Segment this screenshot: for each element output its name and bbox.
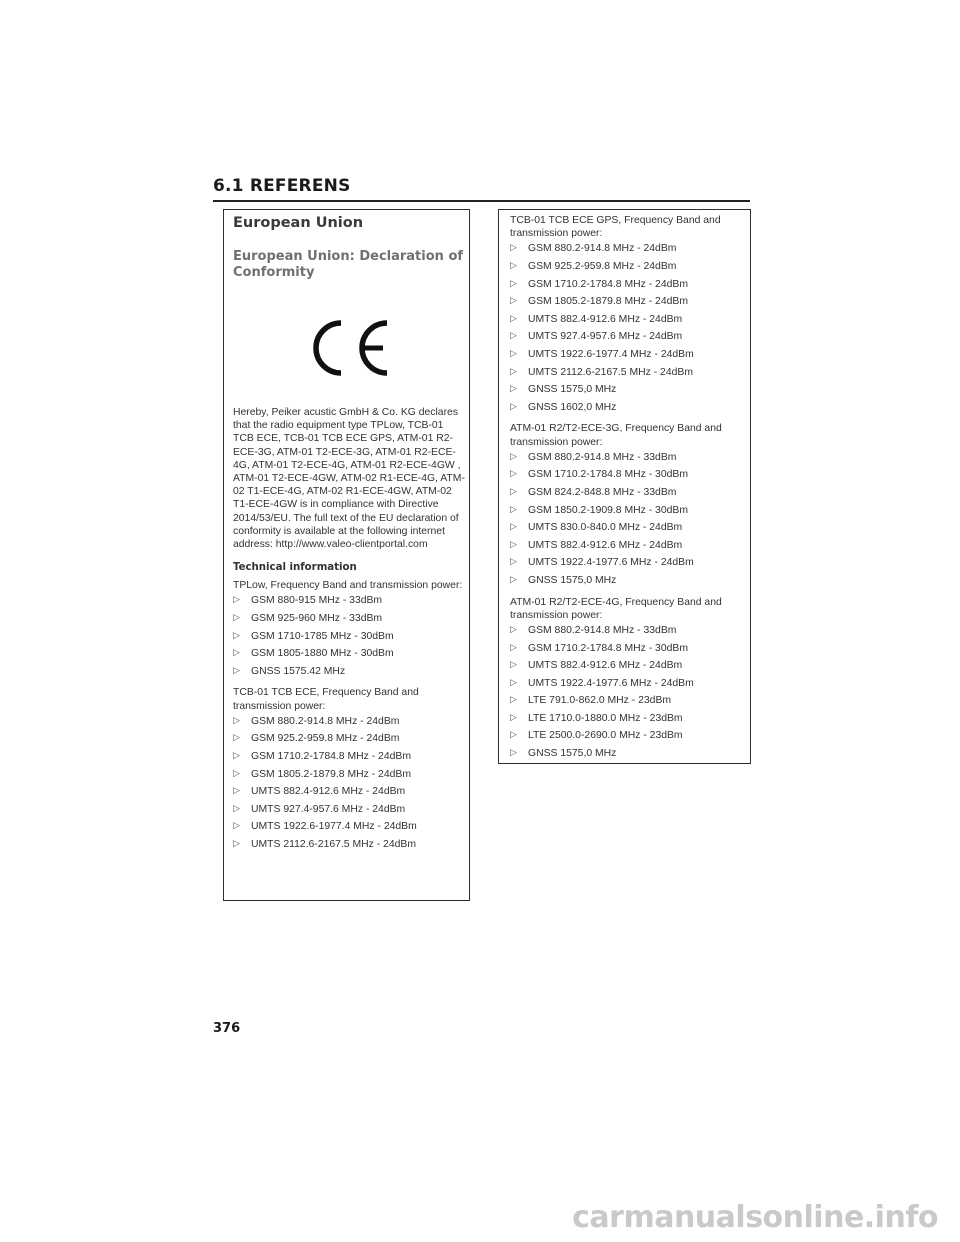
triangle-bullet-icon: ▷	[510, 296, 517, 307]
list-item	[510, 260, 746, 278]
frequency-item-text: GSM 1710.2-1784.8 MHz - 30dBm	[528, 642, 688, 654]
list-item	[510, 295, 746, 313]
triangle-bullet-icon: ▷	[510, 384, 517, 395]
triangle-bullet-icon: ▷	[510, 557, 517, 568]
triangle-bullet-icon: ▷	[510, 278, 517, 289]
list-item	[233, 665, 466, 683]
frequency-group-title: TPLow, Frequency Band and transmission power:	[233, 580, 463, 592]
list-item	[510, 486, 746, 504]
triangle-bullet-icon: ▷	[233, 648, 240, 659]
frequency-list	[510, 451, 746, 592]
list-item	[233, 750, 466, 768]
triangle-bullet-icon: ▷	[510, 730, 517, 741]
frequency-item-text: UMTS 882.4-912.6 MHz - 24dBm	[528, 660, 683, 672]
header-rule	[213, 200, 750, 202]
frequency-item-text: UMTS 927.4-957.6 MHz - 24dBm	[528, 331, 683, 343]
frequency-item-text: UMTS 882.4-912.6 MHz - 24dBm	[528, 539, 683, 551]
list-item	[510, 451, 746, 469]
list-item	[510, 642, 746, 660]
triangle-bullet-icon: ▷	[233, 665, 240, 676]
frequency-list	[233, 715, 466, 856]
list-item	[510, 383, 746, 401]
frequency-item-text: GSM 880.2-914.8 MHz - 33dBm	[528, 451, 677, 463]
eu-heading: European Union	[233, 215, 364, 231]
triangle-bullet-icon: ▷	[510, 522, 517, 533]
triangle-bullet-icon: ▷	[510, 677, 517, 688]
frequency-item-text: LTE 791.0-862.0 MHz - 23dBm	[528, 695, 672, 707]
frequency-item-text: GSM 1850.2-1909.8 MHz - 30dBm	[528, 504, 688, 516]
frequency-group-title: ATM-01 R2/T2-ECE-3G, Frequency Band and transmission power:	[510, 423, 722, 448]
triangle-bullet-icon: ▷	[233, 733, 240, 744]
list-item	[233, 768, 466, 786]
triangle-bullet-icon: ▷	[233, 838, 240, 849]
frequency-item-text: GNSS 1575,0 MHz	[528, 748, 617, 760]
list-item	[510, 521, 746, 539]
triangle-bullet-icon: ▷	[233, 768, 240, 779]
frequency-item-text: UMTS 1922.4-1977.6 MHz - 24dBm	[528, 677, 694, 689]
frequency-group-title: TCB-01 TCB ECE GPS, Frequency Band and transmission power:	[510, 215, 721, 240]
triangle-bullet-icon: ▷	[510, 261, 517, 271]
list-item	[510, 366, 746, 384]
list-item	[510, 747, 746, 765]
frequency-item-text: GSM 1805-1880 MHz - 30dBm	[251, 648, 394, 660]
list-item	[233, 647, 466, 665]
frequency-item-text: LTE 2500.0-2690.0 MHz - 23dBm	[528, 730, 683, 742]
triangle-bullet-icon: ▷	[510, 348, 517, 359]
frequency-item-text: UMTS 2112.6-2167.5 MHz - 24dBm	[528, 366, 693, 378]
list-item	[510, 330, 746, 348]
frequency-item-text: GSM 925.2-959.8 MHz - 24dBm	[251, 733, 400, 745]
list-item	[510, 313, 746, 331]
frequency-group-title: ATM-01 R2/T2-ECE-4G, Frequency Band and transmission power:	[510, 596, 722, 621]
frequency-item-text: GSM 1710-1785 MHz - 30dBm	[251, 630, 394, 642]
list-item	[510, 556, 746, 574]
frequency-list	[510, 242, 746, 418]
watermark: carmanualsonline.info	[572, 1200, 938, 1235]
frequency-item-text: GSM 880.2-914.8 MHz - 24dBm	[528, 243, 677, 255]
triangle-bullet-icon: ▷	[510, 642, 517, 653]
triangle-bullet-icon: ▷	[233, 821, 240, 832]
frequency-item-text: GSM 880-915 MHz - 33dBm	[251, 595, 383, 607]
frequency-item-text: GSM 1710.2-1784.8 MHz - 24dBm	[251, 751, 411, 762]
triangle-bullet-icon: ▷	[233, 630, 240, 641]
frequency-item-text: GSM 880.2-914.8 MHz - 33dBm	[528, 624, 677, 636]
list-item	[510, 659, 746, 677]
frequency-item-text: GSM 880.2-914.8 MHz - 24dBm	[251, 715, 400, 727]
frequency-item-text: GSM 925-960 MHz - 33dBm	[251, 613, 383, 625]
triangle-bullet-icon: ▷	[510, 451, 517, 462]
list-item	[510, 504, 746, 522]
triangle-bullet-icon: ▷	[510, 748, 517, 759]
frequency-item-text: UMTS 882.4-912.6 MHz - 24dBm	[251, 786, 406, 798]
frequency-item-text: GSM 1710.2-1784.8 MHz - 24dBm	[528, 278, 688, 290]
triangle-bullet-icon: ▷	[510, 401, 517, 412]
list-item	[510, 677, 746, 695]
list-item	[233, 715, 466, 733]
frequency-item-text: GSM 1805.2-1879.8 MHz - 24dBm	[528, 296, 688, 308]
list-item	[233, 594, 466, 612]
frequency-item-text: LTE 1710.0-1880.0 MHz - 23dBm	[528, 712, 683, 724]
triangle-bullet-icon: ▷	[510, 486, 517, 497]
triangle-bullet-icon: ▷	[510, 574, 517, 585]
frequency-item-text: UMTS 927.4-957.6 MHz - 24dBm	[251, 803, 406, 815]
frequency-item-text: UMTS 1922.4-1977.6 MHz - 24dBm	[528, 557, 694, 569]
page-number: 376	[213, 1021, 241, 1036]
triangle-bullet-icon: ▷	[233, 595, 240, 606]
frequency-item-text: GNSS 1575.42 MHz	[251, 665, 346, 677]
list-item	[510, 348, 746, 366]
frequency-item-text: GSM 1710.2-1784.8 MHz - 30dBm	[528, 469, 688, 481]
list-item	[233, 785, 466, 803]
ce-mark-icon	[307, 317, 393, 379]
frequency-list	[510, 624, 746, 765]
frequency-item-text: GSM 824.2-848.8 MHz - 33dBm	[528, 486, 677, 498]
declaration-text: Hereby, Peiker acustic GmbH & Co. KG declares that the radio equipment type TPLow, TCB-01 TCB ECE, TCB-01 TCB ECE GPS, ATM-01 R2-ECE-3G, ATM-01 T2-ECE-3G, ATM-01 R2-ECE-4G, ATM-01 T2-ECE-4G, ATM-01 R2-ECE-4GW , ATM-01 T2-ECE-4GW, ATM-02 R1-ECE-4G, ATM-02 T1-ECE-4G, ATM-02 R1-ECE-4GW, ATM-02 T1-ECE-4GW is in compliance with Directive 2014/53/EU. The full text of the EU declaration of conformity is available at the following internet address: http://www.valeo-clientportal.com	[233, 407, 465, 551]
triangle-bullet-icon: ▷	[233, 715, 240, 726]
frequency-item-text: GNSS 1602,0 MHz	[528, 401, 617, 413]
frequency-item-text: UMTS 2112.6-2167.5 MHz - 24dBm	[251, 838, 416, 850]
list-item	[510, 278, 746, 296]
frequency-item-text: GNSS 1575,0 MHz	[528, 574, 617, 586]
frequency-group-title: TCB-01 TCB ECE, Frequency Band and transmission power:	[233, 687, 419, 712]
frequency-item-text: UMTS 830.0-840.0 MHz - 24dBm	[528, 522, 683, 534]
triangle-bullet-icon: ▷	[510, 243, 517, 254]
triangle-bullet-icon: ▷	[510, 366, 517, 377]
left-groups	[233, 579, 466, 855]
frequency-item-text: GSM 1805.2-1879.8 MHz - 24dBm	[251, 768, 411, 780]
frequency-item-text: UMTS 1922.6-1977.4 MHz - 24dBm	[251, 821, 417, 833]
section-title: 6.1 REFERENS	[213, 176, 351, 196]
triangle-bullet-icon: ▷	[233, 751, 240, 761]
list-item	[510, 694, 746, 712]
list-item	[510, 712, 746, 730]
declaration-heading: European Union: Declaration of Conformity	[233, 249, 464, 280]
triangle-bullet-icon: ▷	[233, 613, 240, 624]
triangle-bullet-icon: ▷	[510, 624, 517, 635]
ce-mark-container	[233, 281, 466, 406]
list-item	[510, 729, 746, 747]
triangle-bullet-icon: ▷	[510, 504, 517, 515]
list-item	[510, 242, 746, 260]
list-item	[233, 803, 466, 821]
list-item	[233, 838, 466, 856]
triangle-bullet-icon: ▷	[510, 660, 517, 671]
left-column	[233, 214, 466, 856]
frequency-item-text: UMTS 1922.6-1977.4 MHz - 24dBm	[528, 348, 694, 360]
list-item	[510, 468, 746, 486]
list-item	[233, 820, 466, 838]
triangle-bullet-icon: ▷	[233, 803, 240, 814]
list-item	[510, 539, 746, 557]
frequency-item-text: UMTS 882.4-912.6 MHz - 24dBm	[528, 313, 683, 325]
frequency-item-text: GSM 925.2-959.8 MHz - 24dBm	[528, 261, 677, 272]
frequency-list	[233, 594, 466, 682]
triangle-bullet-icon: ▷	[510, 313, 517, 324]
list-item	[510, 574, 746, 592]
triangle-bullet-icon: ▷	[510, 695, 517, 706]
list-item	[233, 612, 466, 630]
triangle-bullet-icon: ▷	[510, 712, 517, 723]
list-item	[233, 630, 466, 648]
list-item	[510, 624, 746, 642]
right-groups	[510, 214, 746, 765]
list-item	[233, 732, 466, 750]
triangle-bullet-icon: ▷	[510, 469, 517, 480]
frequency-item-text: GNSS 1575,0 MHz	[528, 384, 617, 396]
triangle-bullet-icon: ▷	[233, 786, 240, 797]
triangle-bullet-icon: ▷	[510, 539, 517, 550]
triangle-bullet-icon: ▷	[510, 331, 517, 342]
technical-information-heading: Technical information	[233, 562, 357, 574]
right-column	[510, 214, 746, 765]
list-item	[510, 401, 746, 419]
